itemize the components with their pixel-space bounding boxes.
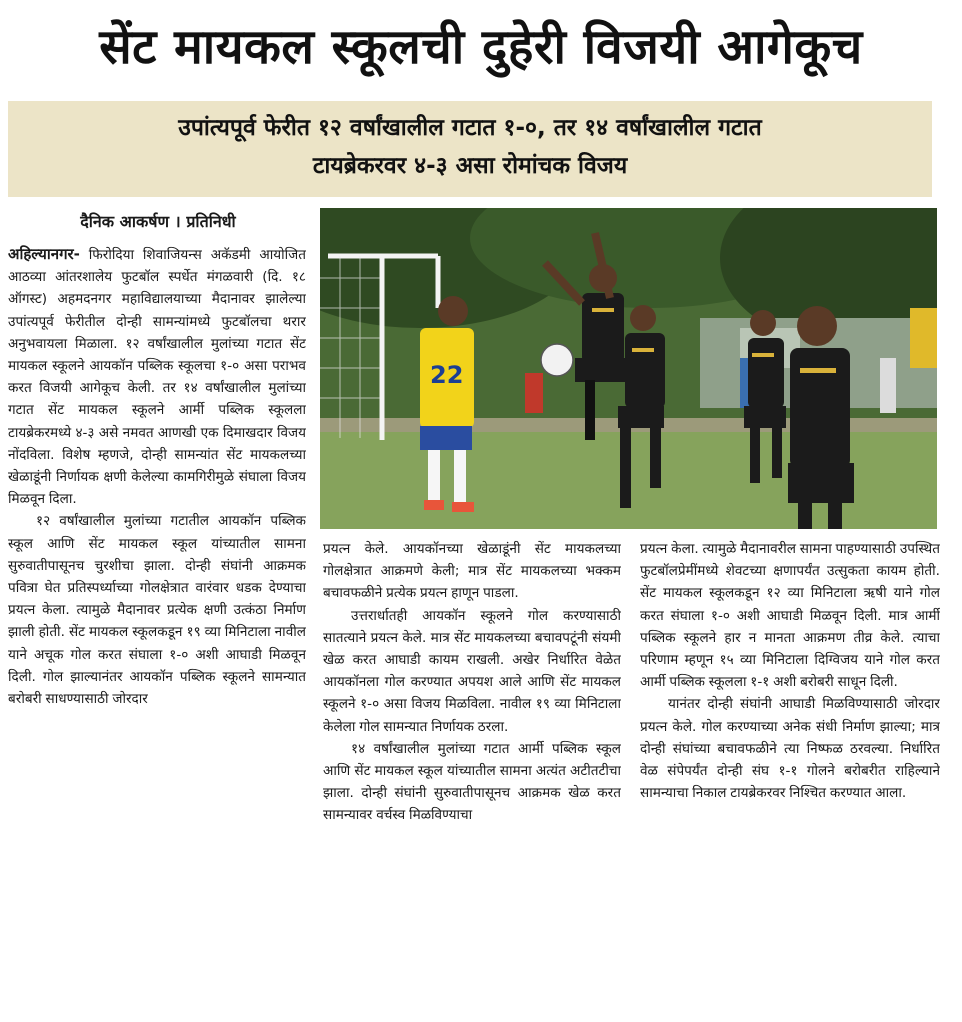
article-paragraph-7: यानंतर दोन्ही संघांनी आघाडी मिळविण्यासाठी जोरदार प्रयत्न केले. गोल करण्याच्या अनेक संधी निर्माण झाल्या; मात्र दोन्ही संघांच्या बचावफळीने त्या निष्फळ ठरवल्या. निर्धारित वेळ संपेपर्यंत दोन्ही संघ १-१ गोलने बरोबरीत राहिल्याने सामन्याचा निकाल टायब्रेकरवर निश्चित करण्यात आला. (640, 696, 940, 802)
article-column-1 (8, 243, 306, 1013)
jersey-number: 22 (430, 361, 464, 389)
subheadline-line-2: टायब्रेकरवर ४-३ असा रोमांचक विजय (312, 153, 628, 179)
subheadline-box (8, 101, 932, 197)
news-photo-football-match (320, 208, 937, 529)
article-paragraph-3-continued: प्रयत्न केले. आयकॉनच्या खेळाडूंनी सेंट मायकलच्या गोलक्षेत्रात आक्रमणे केली; मात्र सेंट मायकलच्या भक्कम बचावफळीने प्रत्येक प्रयत्न हाणून पाडला. (323, 541, 621, 602)
article-paragraph-1 (8, 243, 306, 510)
article-paragraph-4: उत्तरार्धातही आयकॉन स्कूलने गोल करण्यासाठी सातत्याने प्रयत्न केले. मात्र सेंट मायकलच्या बचावपटूंनी संयमी खेळ करत आघाडी कायम राखली. अखेर निर्धारित वेळेत आयकॉनला गोल करण्यात अपयश आले आणि सेंट मायकल स्कूलने १-० असा विजय मिळविला. नावील १९ व्या मिनिटाला केलेला गोल सामन्यात निर्णायक ठरला. (323, 607, 621, 735)
article-paragraph-1-text: फिरोदिया शिवाजियन्स अकॅडमी आयोजित आठव्या आंतरशालेय फुटबॉल स्पर्धेत मंगळवारी (दि. १८ ऑगस्ट) अहमदनगर महाविद्यालयाच्या मैदानावर झालेल्या उपांत्यपूर्व फेरीतील दोन्ही सामन्यांमध्ये फुटबॉलचा थरार अनुभवायला मिळाला. १२ वर्षांखालील मुलांच्या गटात सेंट मायकल स्कूलने आयकॉन पब्लिक स्कूलचा १-० असा पराभव करत विजयी आगेकूच केली. तर १४ वर्षांखालील मुलांच्या गटात सेंट मायकल स्कूलने आर्मी पब्लिक स्कूलला टायब्रेकरमध्ये ४-३ असे नमवत आणखी एक दिमाखदार विजय नोंदविला. विशेष म्हणजे, दोन्ही सामन्यांत सेंट मायकलच्या खेळाडूंनी निर्णायक क्षणी केलेल्या कामगिरीमुळे संघाला विजय मिळवून दिला. (8, 247, 306, 508)
article-paragraph-2: १२ वर्षांखालील मुलांच्या गटातील आयकॉन पब्लिक स्कूल आणि सेंट मायकल स्कूल यांच्यातील सामना सुरुवातीपासूनच चुरशीचा झाला. दोन्ही संघांनी आक्रमक पवित्रा घेत प्रतिस्पर्ध्याच्या गोलक्षेत्रात वारंवार धडक देण्याचा प्रयत्न केला. त्यामुळे मैदानावर प्रत्येक क्षणी उत्कंठा निर्माण झाली होती. सेंट मायकल स्कूलकडून १९ व्या मिनिटाला नावील याने अचूक गोल करत संघाला १-० अशी आघाडी मिळवून दिली. गोल झाल्यानंतर आयकॉन पब्लिक स्कूलने सामन्यात बरोबरी साधण्यासाठी जोरदार (8, 513, 306, 708)
byline: दैनिक आकर्षण । प्रतिनिधी (80, 212, 236, 231)
subheadline-line-1: उपांत्यपूर्व फेरीत १२ वर्षांखालील गटात १-०, तर १४ वर्षांखालील गटात (178, 115, 762, 141)
article-paragraph-6-continued: प्रयत्न केला. त्यामुळे मैदानावरील सामना पाहण्यासाठी उपस्थित फुटबॉलप्रेमींमध्ये शेवटच्या क्षणापर्यंत उत्सुकता कायम होती. सेंट मायकल स्कूलकडून १२ व्या मिनिटाला ऋषी याने गोल करत संघाला १-० अशी आघाडी मिळवून दिली. मात्र आर्मी पब्लिक स्कूलने हार न मानता आक्रमण तीव्र केले. त्याचा परिणाम म्हणून १५ व्या मिनिटाला दिग्विजय याने गोल करत आर्मी पब्लिक स्कूलला १-१ अशी बरोबरी साधून दिली. (640, 541, 940, 691)
dateline: अहिल्यानगर- (8, 245, 80, 263)
article-column-2 (323, 538, 621, 1008)
article-column-3 (640, 538, 940, 1008)
headline: सेंट मायकल स्कूलची दुहेरी विजयी आगेकूच (99, 19, 863, 75)
article-paragraph-5: १४ वर्षांखालील मुलांच्या गटात आर्मी पब्लिक स्कूल आणि सेंट मायकल स्कूल यांच्यातील सामना अत्यंत अटीतटीचा झाला. दोन्ही संघांनी सुरुवातीपासूनच आक्रमक खेळ करत सामन्यावर वर्चस्व मिळविण्याचा (323, 740, 621, 824)
